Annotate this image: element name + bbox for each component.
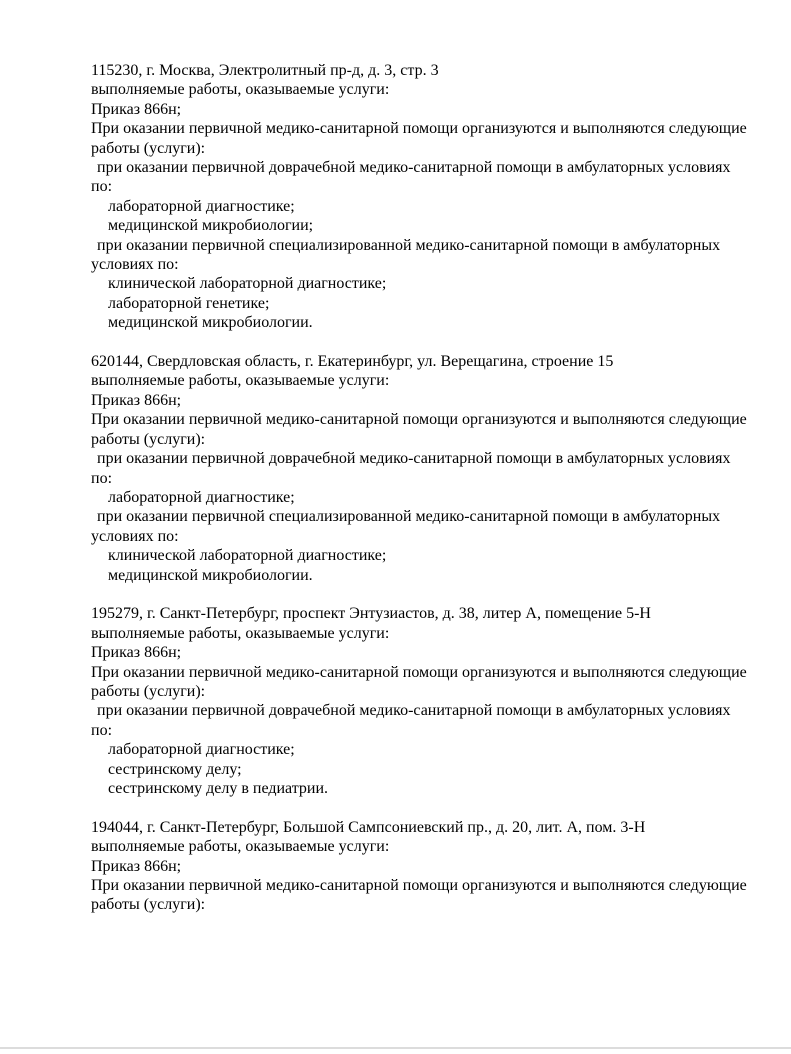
address-line: 620144, Свердловская область, г. Екатеринбург, ул. Верещагина, строение 15 <box>91 353 614 371</box>
text-line: лабораторной генетике; <box>108 294 270 312</box>
text-line: сестринскому делу в педиатрии. <box>108 780 329 797</box>
text-line: по: <box>91 721 113 739</box>
text-line: лабораторной диагностике; <box>108 197 295 215</box>
text-line: При оказании первичной медико-санитарной помощи организуются и выполняются следующие <box>91 120 747 138</box>
text-line: выполняемые работы, оказываемые услуги: <box>91 81 390 99</box>
text-line: при оказании первичной специализированной медико-санитарной помощи в амбулаторных <box>97 236 721 254</box>
text-line: работы (услуги): <box>91 430 206 448</box>
text-line: выполняемые работы, оказываемые услуги: <box>91 372 390 390</box>
text-line: Приказ 866н; <box>91 100 182 118</box>
text-line: по: <box>91 178 113 196</box>
text-line: условиях по: <box>91 527 179 545</box>
text-line: клинической лабораторной диагностике; <box>108 547 387 565</box>
text-line: медицинской микробиологии. <box>108 566 313 584</box>
text-line: работы (услуги): <box>91 139 206 157</box>
address-block <box>91 818 751 915</box>
text-line: выполняемые работы, оказываемые услуги: <box>91 838 390 856</box>
text-line: условиях по: <box>91 256 179 274</box>
text-line: клинической лабораторной диагностике; <box>108 275 387 293</box>
text-line: Приказ 866н; <box>91 644 182 662</box>
text-line: При оказании первичной медико-санитарной помощи организуются и выполняются следующие <box>91 663 747 681</box>
text-line: по: <box>91 469 113 487</box>
text-line: выполняемые работы, оказываемые услуги: <box>91 624 390 642</box>
text-line: Приказ 866н; <box>91 391 182 409</box>
address-line: 195279, г. Санкт-Петербург, проспект Энтузиастов, д. 38, литер А, помещение 5-Н <box>91 605 651 623</box>
text-line: работы (услуги): <box>91 682 206 700</box>
address-line: 115230, г. Москва, Электролитный пр-д, д. 3, стр. 3 <box>91 62 439 79</box>
address-block <box>91 61 751 333</box>
text-line: лабораторной диагностике; <box>108 741 295 759</box>
text-line: Приказ 866н; <box>91 857 182 875</box>
bottom-divider <box>0 1047 791 1049</box>
text-line: При оказании первичной медико-санитарной помощи организуются и выполняются следующие <box>91 877 747 895</box>
text-line: при оказании первичной доврачебной медико-санитарной помощи в амбулаторных условиях <box>97 702 731 720</box>
text-line: медицинской микробиологии. <box>108 314 313 332</box>
text-line: лабораторной диагностике; <box>108 488 295 506</box>
text-line: при оказании первичной специализированной медико-санитарной помощи в амбулаторных <box>97 508 721 526</box>
text-line: При оказании первичной медико-санитарной помощи организуются и выполняются следующие <box>91 411 747 429</box>
text-line: сестринскому делу; <box>108 760 242 778</box>
text-line: при оказании первичной доврачебной медико-санитарной помощи в амбулаторных условиях <box>97 450 731 468</box>
text-line: при оказании первичной доврачебной медико-санитарной помощи в амбулаторных условиях <box>97 159 731 177</box>
address-block <box>91 604 751 798</box>
text-line: медицинской микробиологии; <box>108 217 314 235</box>
address-block <box>91 352 751 585</box>
text-line: работы (услуги): <box>91 896 206 914</box>
address-line: 194044, г. Санкт-Петербург, Большой Сампсониевский пр., д. 20, лит. А, пом. 3-Н <box>91 818 646 836</box>
